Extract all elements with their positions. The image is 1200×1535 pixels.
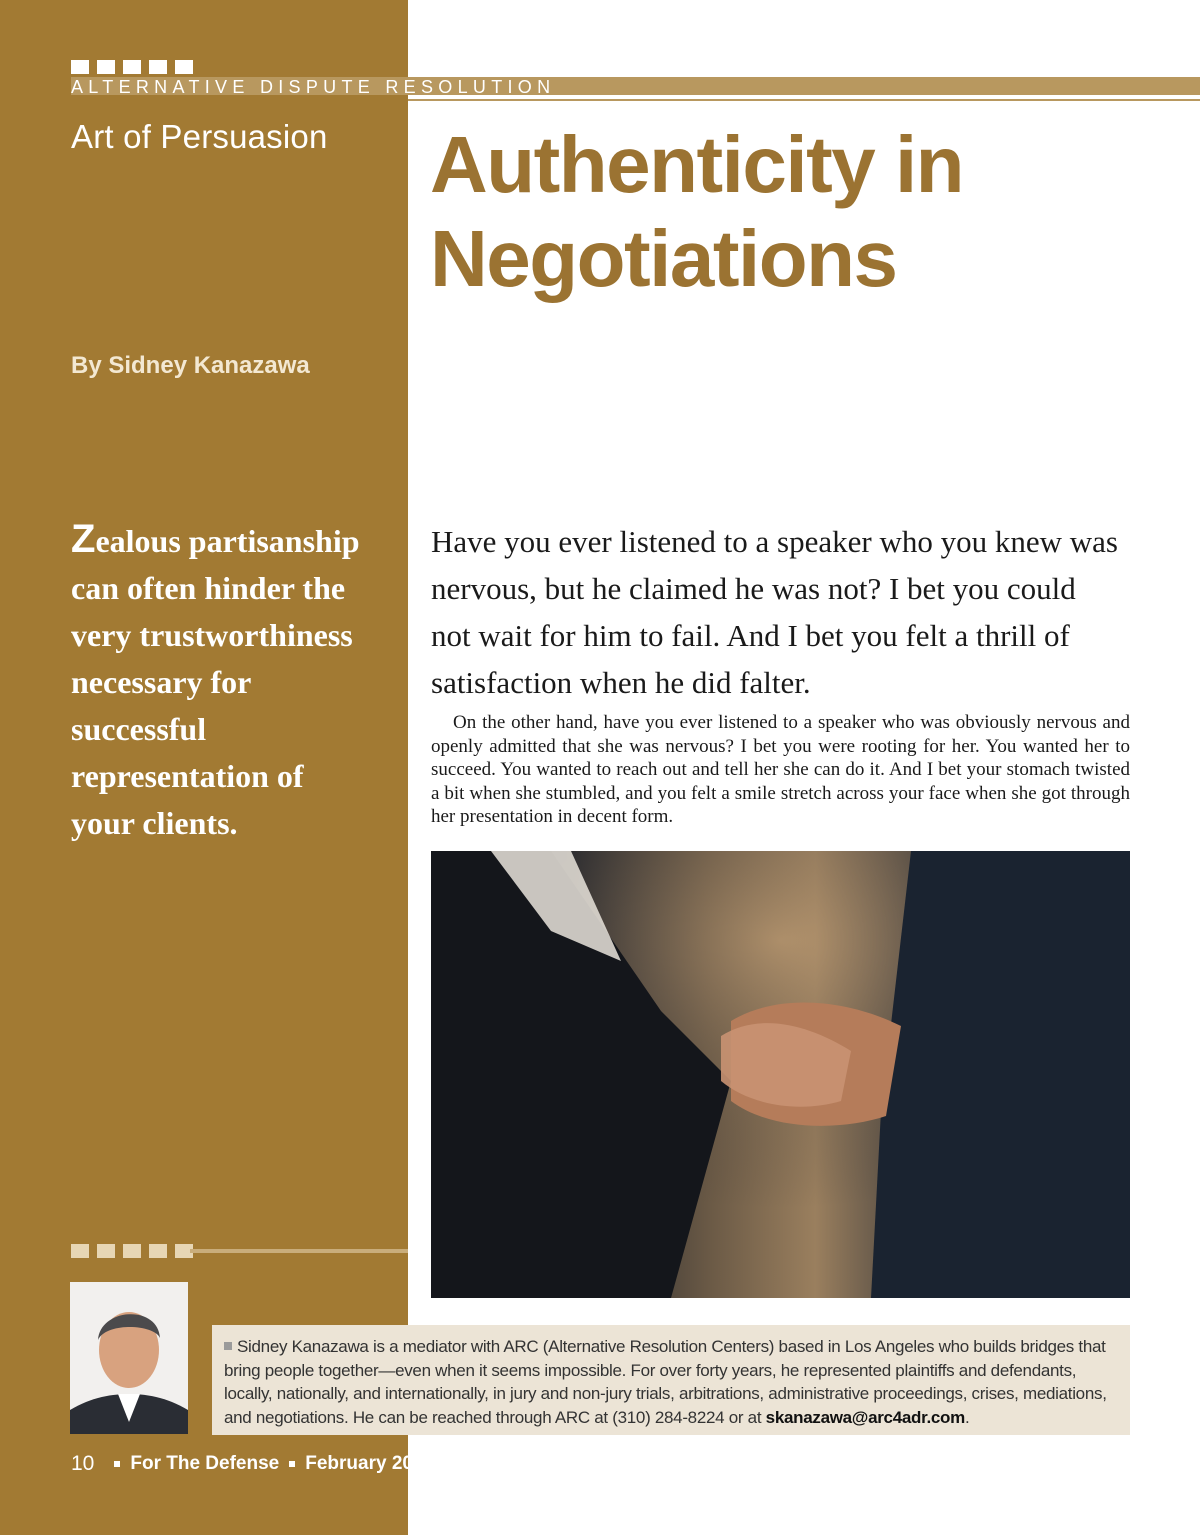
bottom-divider-rule (190, 1249, 408, 1253)
author-bio-box (212, 1325, 1130, 1435)
square-marker (71, 1244, 89, 1258)
page-footer (71, 1452, 434, 1476)
square-marker (97, 1244, 115, 1258)
pull-quote-text: ealous partisanship can often hinder the very trustworthiness necessary for successful representation of your clients. (71, 523, 360, 841)
decorative-squares-top (71, 60, 193, 74)
pull-quote (71, 516, 371, 847)
square-marker (175, 60, 193, 74)
author-headshot (70, 1282, 188, 1434)
byline: By Sidney Kanazawa (71, 352, 310, 379)
author-bio (224, 1335, 1118, 1429)
drop-cap: Z (71, 517, 96, 561)
bullet-icon (224, 1342, 232, 1350)
square-marker (123, 60, 141, 74)
column-kicker: Art of Persuasion (71, 118, 328, 155)
page-number: 10 (71, 1452, 95, 1475)
author-headshot-illustration (70, 1282, 188, 1434)
author-bio-text: Sidney Kanazawa is a mediator with ARC (Alternative Resolution Centers) based in Los Angeles who builds bridges that bring people together—even when it seems impossible. For over forty years, he represented plaintiffs and defendants, locally, nationally, and internationally, in jury and non-jury trials, arbitrations, administrative proceedings, crises, mediations, and negotiations. He can be reached through ARC at (310) 284-8224 or at (224, 1337, 1107, 1427)
square-marker (149, 1244, 167, 1258)
section-label: ALTERNATIVE DISPUTE RESOLUTION (71, 77, 556, 97)
square-marker (97, 60, 115, 74)
square-marker (71, 60, 89, 74)
handshake-illustration (431, 851, 1130, 1298)
footer-separator-icon (289, 1461, 295, 1467)
footer-separator-icon (114, 1461, 120, 1467)
issue-date: February 2021 (305, 1453, 435, 1474)
author-bio-end: . (964, 1407, 970, 1427)
author-email-link[interactable]: skanazawa@arc4adr.com (765, 1407, 965, 1427)
article-title: Authenticity in Negotiations (430, 120, 964, 303)
section-header-rule (408, 99, 1200, 101)
square-marker (123, 1244, 141, 1258)
article-lede: Have you ever listened to a speaker who you knew was nervous, but he claimed he was not? I bet you could not wait for him to fail. And I bet you felt a thrill of satisfaction when he did falter. (431, 524, 1118, 700)
decorative-squares-bottom (71, 1244, 193, 1258)
article-paragraph: On the other hand, have you ever listened to a speaker who was obviously nervous and openly admitted that she was nervous? I bet you were rooting for her. You wanted her to succeed. You wanted to reach out and tell her she can do it. And I bet your stomach twisted a bit when she stumbled, and you felt a smile stretch across your face when she got through her presentation in decent form. (431, 712, 1130, 827)
handshake-photo (431, 851, 1130, 1298)
publication-name: For The Defense (130, 1453, 280, 1474)
square-marker (149, 60, 167, 74)
